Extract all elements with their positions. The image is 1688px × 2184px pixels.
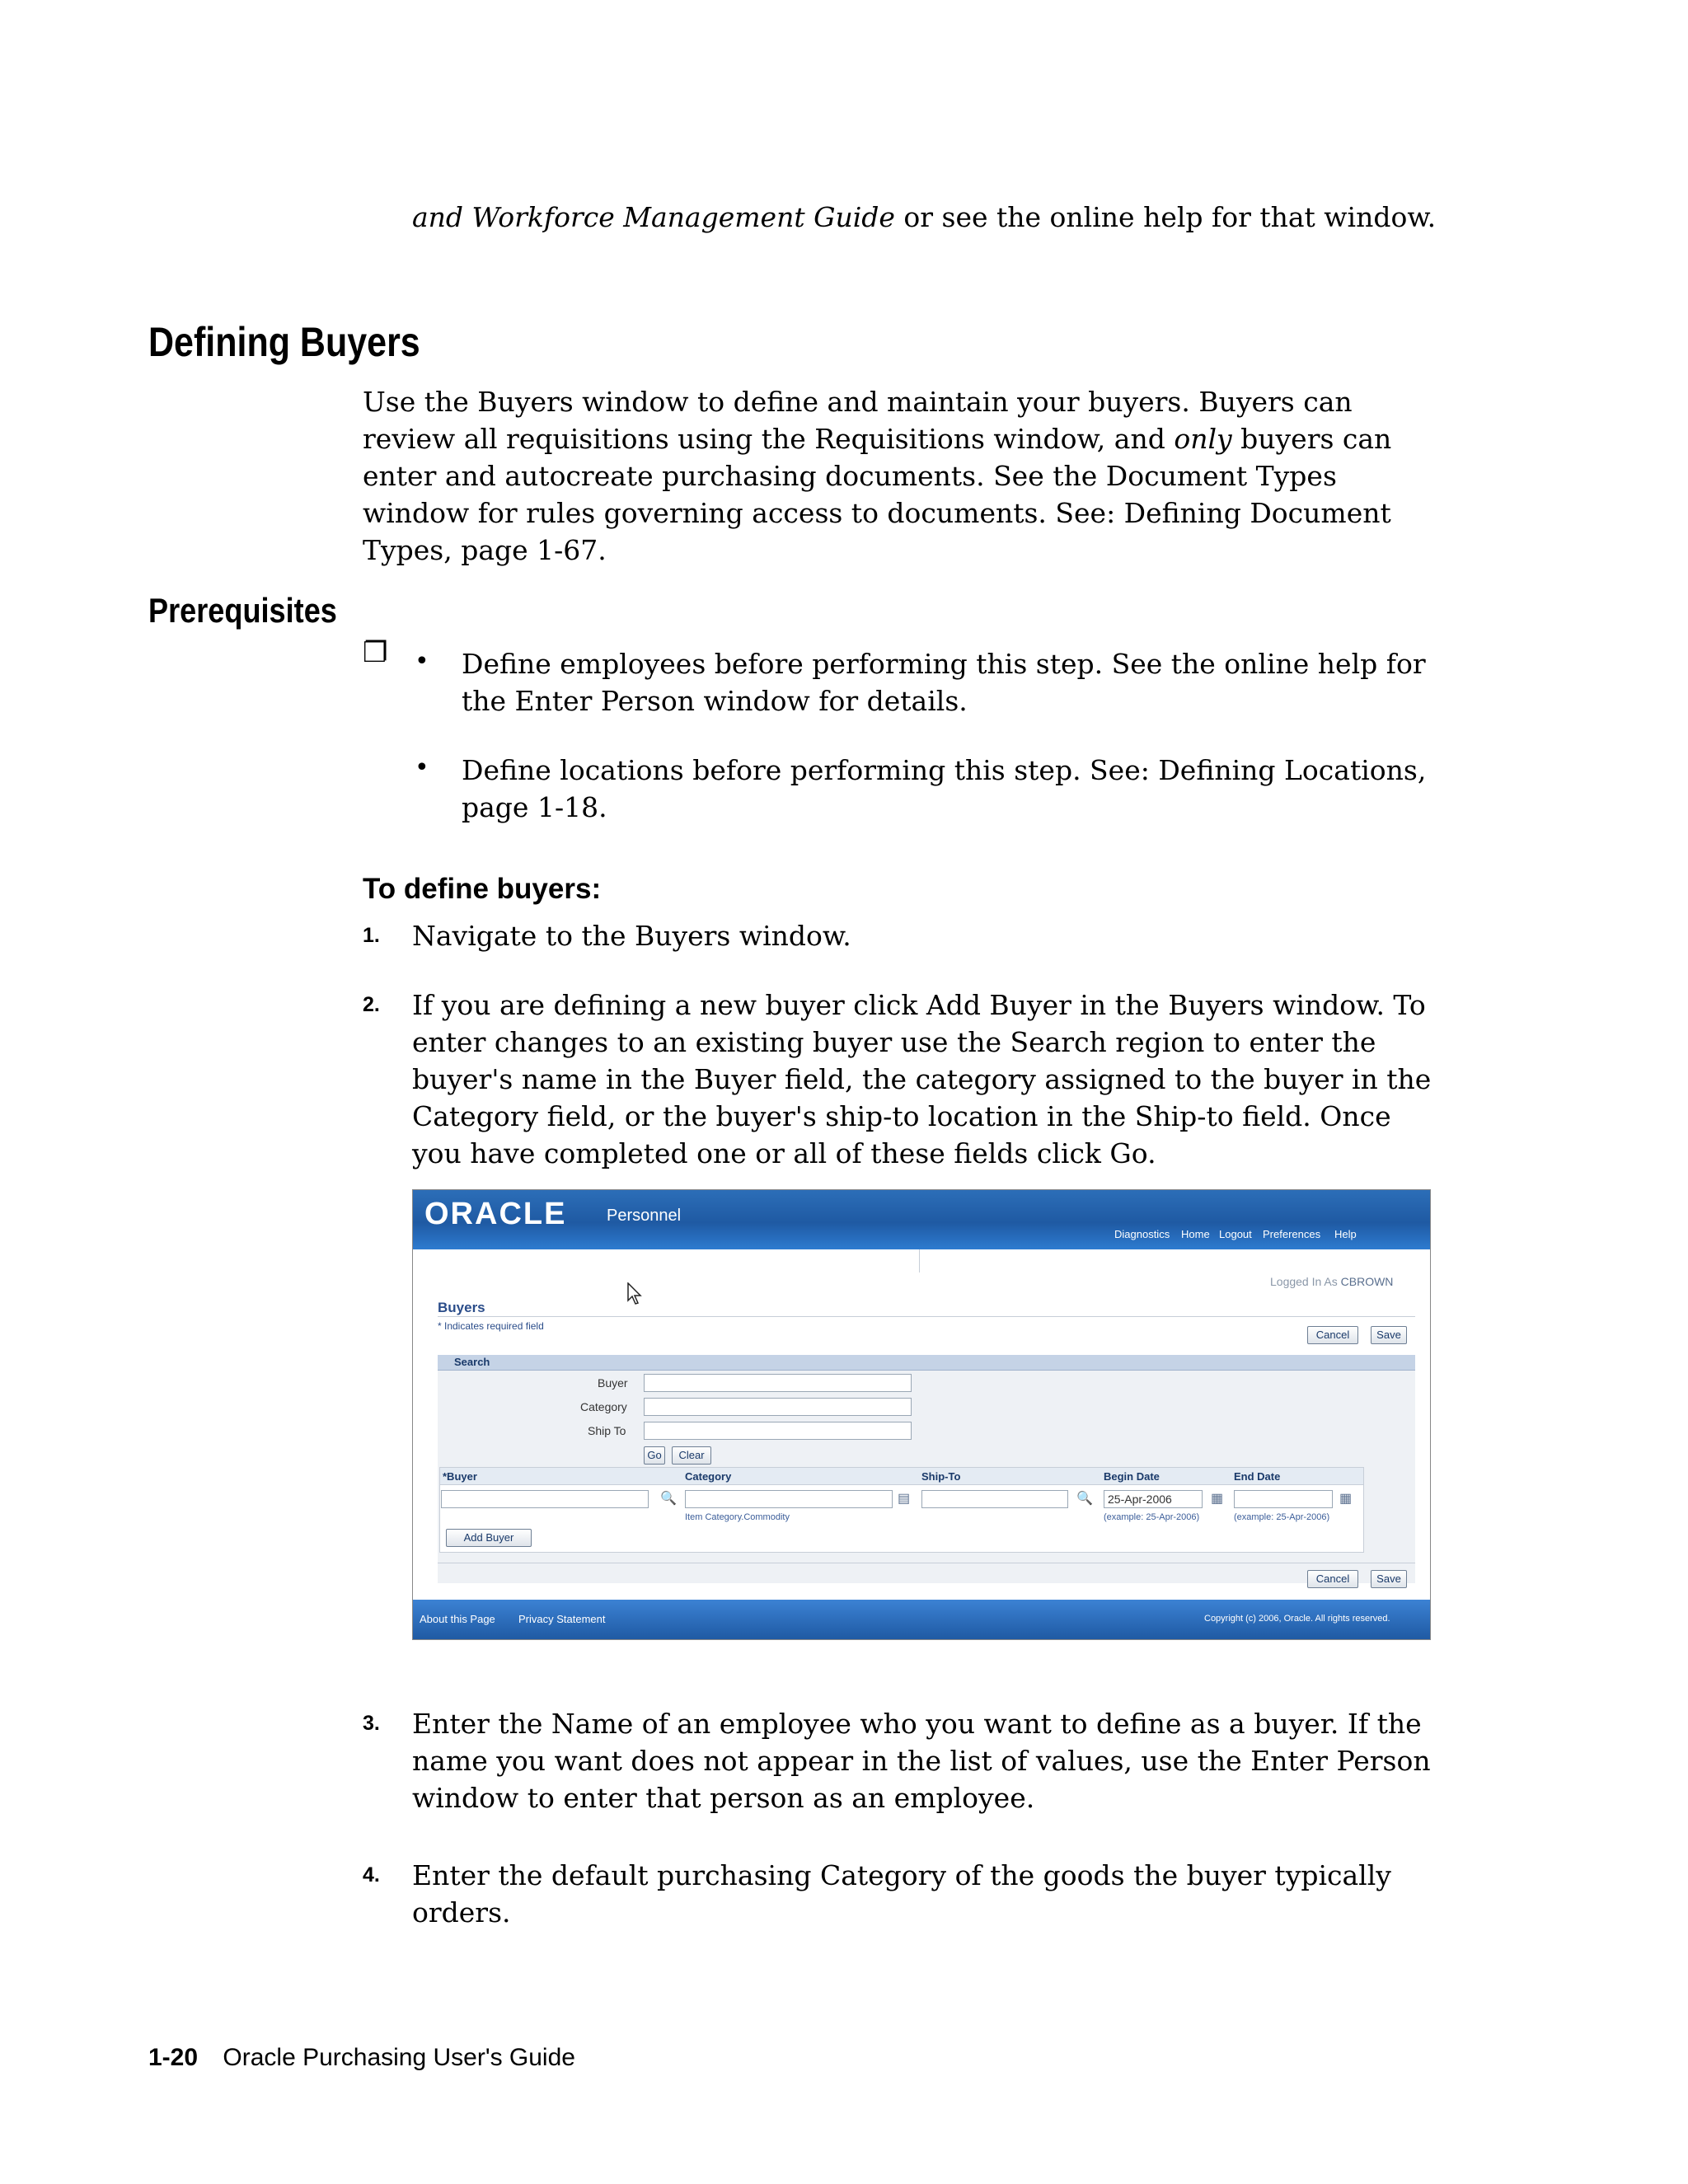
- nav-home[interactable]: Home: [1181, 1228, 1210, 1240]
- intro-line: [412, 199, 1436, 236]
- buyers-table: [439, 1467, 1364, 1553]
- title-underline: [438, 1316, 1415, 1317]
- page-footer: [148, 2044, 575, 2072]
- search-icon[interactable]: 🔍: [1076, 1492, 1093, 1506]
- step-number: 4.: [363, 1863, 380, 1886]
- intro-guide-title: and Workforce Management Guide: [412, 201, 895, 233]
- procedure-title: To define buyers:: [363, 873, 602, 905]
- intro-rest: or see the online help for that window.: [894, 201, 1437, 233]
- row-begin-date-input[interactable]: 25-Apr-2006: [1104, 1490, 1203, 1508]
- step-1-text: Navigate to the Buyers window.: [412, 920, 851, 952]
- checkbox-icon: ❐: [363, 636, 388, 669]
- step-number: 3.: [363, 1712, 380, 1735]
- category-hint: Item Category.Commodity: [685, 1512, 790, 1522]
- nav-diagnostics[interactable]: Diagnostics: [1114, 1228, 1170, 1240]
- oracle-logo: ORACLE: [424, 1197, 567, 1231]
- search-title: Search: [454, 1356, 490, 1368]
- table-header-row: [440, 1468, 1363, 1485]
- step-number: 1.: [363, 924, 380, 947]
- row-end-date-input[interactable]: [1234, 1490, 1333, 1508]
- step-2-text: If you are defining a new buyer click Add Buyer in the Buyers window. To enter changes to an existing buyer use the Search region to enter the buyer's name in the Buyer field, the category assigned to the buyer in the Category field, or the buyer's ship-to location in the Ship-to field. Once you have completed one or all of these fields click Go.: [412, 989, 1432, 1169]
- search-buyer-input[interactable]: [644, 1374, 912, 1392]
- save-button-bottom[interactable]: Save: [1371, 1570, 1407, 1588]
- required-note: * Indicates required field: [438, 1320, 544, 1332]
- search-label-shipto: Ship To: [588, 1424, 626, 1437]
- step-number: 2.: [363, 993, 380, 1016]
- section-title: Defining Buyers: [148, 319, 420, 365]
- buyers-window-screenshot: [412, 1189, 1431, 1640]
- oracle-footer-bar: [413, 1600, 1430, 1639]
- footer-privacy-link[interactable]: Privacy Statement: [518, 1613, 606, 1625]
- section-body-part1: Use the Buyers window to define and maintain your buyers. Buyers can review all requisitions using the Requisitions window, and: [363, 386, 1353, 455]
- col-category: Category: [685, 1470, 732, 1483]
- search-shipto-input[interactable]: [644, 1422, 912, 1440]
- oracle-header-bar: [413, 1190, 1430, 1249]
- category-lookup-icon[interactable]: ▤: [898, 1492, 911, 1506]
- col-shipto: Ship-To: [921, 1470, 961, 1483]
- product-name: Personnel: [607, 1207, 682, 1225]
- prereq-item-1: Define employees before performing this step. See the online help for the Enter Person window for details.: [462, 648, 1426, 717]
- step-3-text: Enter the Name of an employee who you want to define as a buyer. If the name you want does not appear in the list of values, use the Enter Person window to enter that person as an employee.: [412, 1708, 1431, 1814]
- calendar-icon[interactable]: ▦: [1339, 1492, 1353, 1506]
- page-number: 1-20: [148, 2044, 199, 2071]
- row-category-input[interactable]: [685, 1490, 893, 1508]
- col-buyer: *Buyer: [443, 1470, 477, 1483]
- page-title: Buyers: [438, 1300, 485, 1315]
- col-begin-date: Begin Date: [1104, 1470, 1160, 1483]
- row-buyer-input[interactable]: [441, 1490, 649, 1508]
- cancel-button-top[interactable]: Cancel: [1307, 1326, 1358, 1344]
- footer-copyright: Copyright (c) 2006, Oracle. All rights reserved.: [1204, 1614, 1390, 1624]
- search-header: [438, 1355, 1415, 1371]
- logged-in-text: Logged In As: [1270, 1275, 1338, 1288]
- footer-about-link[interactable]: About this Page: [420, 1613, 495, 1625]
- header-divider: [919, 1249, 920, 1272]
- section-body-part2: buyers can enter and autocreate purchasing documents. See the Document Types window for rules governing access to documents. See: Defining Document Types, page 1-67.: [363, 423, 1392, 566]
- logged-in-user: CBROWN: [1340, 1275, 1394, 1288]
- section-body-emphasis: only: [1174, 423, 1232, 455]
- cancel-button-bottom[interactable]: Cancel: [1307, 1570, 1358, 1588]
- logged-in-label: [1270, 1275, 1393, 1288]
- bullet-icon: •: [415, 647, 429, 676]
- search-label-category: Category: [580, 1400, 627, 1413]
- nav-logout[interactable]: Logout: [1219, 1228, 1252, 1240]
- search-icon[interactable]: 🔍: [660, 1492, 677, 1506]
- nav-help[interactable]: Help: [1334, 1228, 1357, 1240]
- prereq-item-2: Define locations before performing this step. See: Defining Locations, page 1-18.: [462, 754, 1427, 823]
- nav-preferences[interactable]: Preferences: [1263, 1228, 1321, 1240]
- section-body: [363, 383, 1434, 569]
- add-buyer-button[interactable]: Add Buyer: [446, 1529, 532, 1547]
- search-label-buyer: Buyer: [598, 1376, 628, 1390]
- search-category-input[interactable]: [644, 1398, 912, 1416]
- bullet-icon: •: [415, 753, 429, 782]
- end-date-hint: (example: 25-Apr-2006): [1234, 1512, 1330, 1522]
- prerequisites-title: Prerequisites: [148, 591, 337, 630]
- mouse-cursor-icon: [627, 1282, 642, 1305]
- calendar-icon[interactable]: ▦: [1211, 1492, 1224, 1506]
- clear-button[interactable]: Clear: [672, 1446, 711, 1465]
- step-4-text: Enter the default purchasing Category of the goods the buyer typically orders.: [412, 1859, 1391, 1929]
- col-end-date: End Date: [1234, 1470, 1281, 1483]
- save-button-top[interactable]: Save: [1371, 1326, 1407, 1344]
- begin-date-hint: (example: 25-Apr-2006): [1104, 1512, 1200, 1522]
- row-shipto-input[interactable]: [921, 1490, 1068, 1508]
- book-title: Oracle Purchasing User's Guide: [223, 2044, 575, 2071]
- go-button[interactable]: Go: [644, 1446, 665, 1465]
